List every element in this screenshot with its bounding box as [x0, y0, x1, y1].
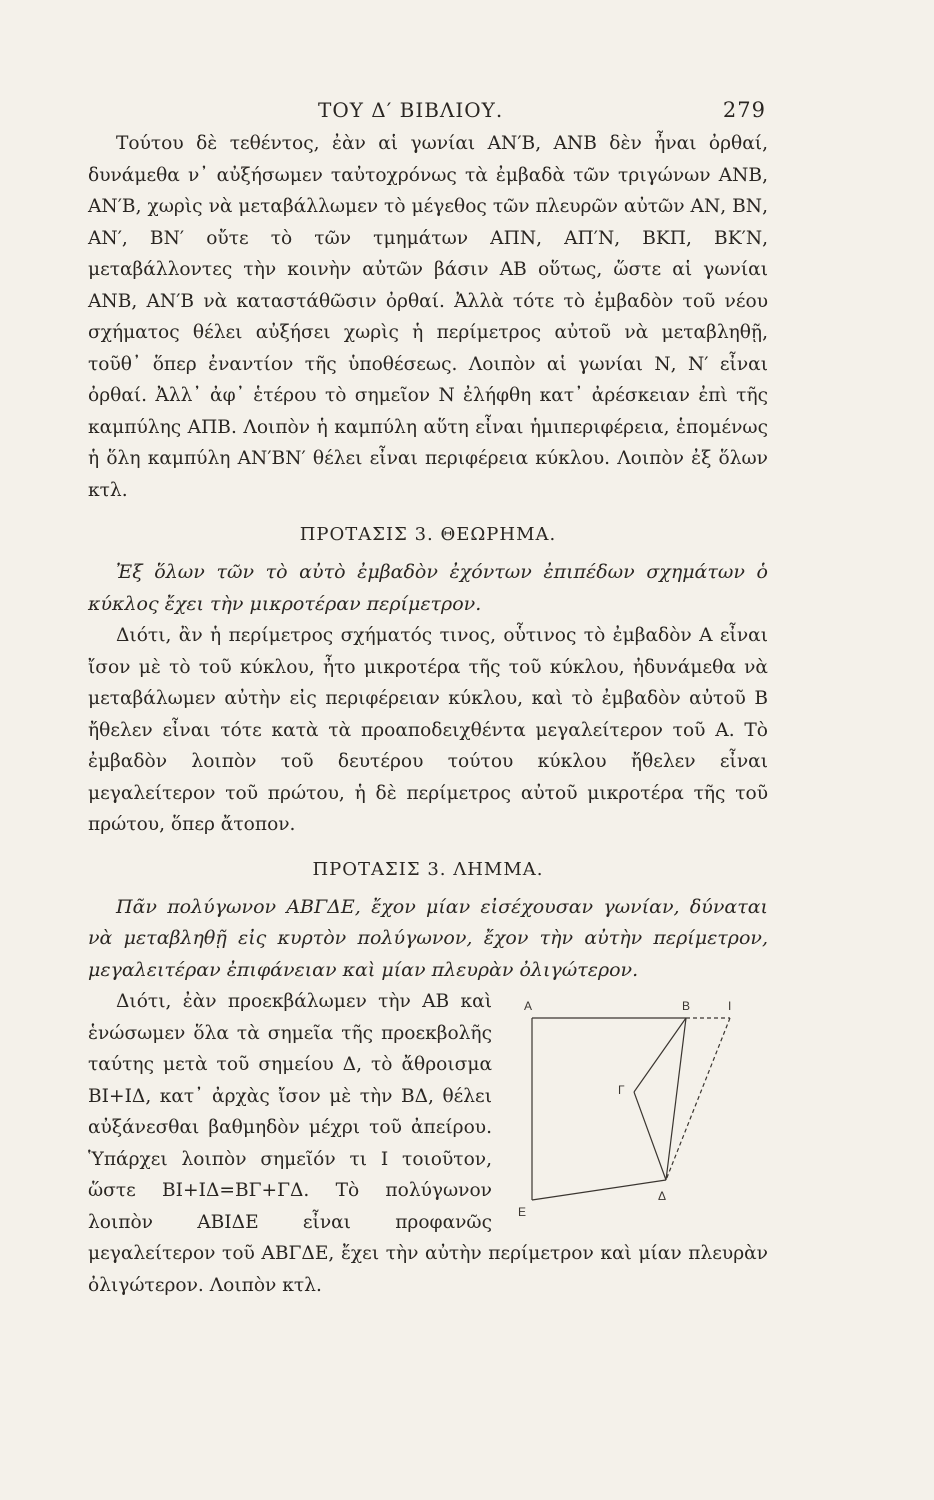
section-1-proof: Διότι, ἂν ἡ περίμετρος σχήματός τινος, οὗτινος τὸ ἐμβαδὸν Α εἶναι ἴσον μὲ τὸ τοῦ κύκλου, ἦτο μικροτέρα τῆς τοῦ κύκλου, ἠδυνάμεθα νὰ μεταβάλωμεν αὐτὴν εἰς περιφέρειαν κύκλου, καὶ τὸ ἐμβαδὸν αὐτοῦ Β ἤθελεν εἶναι τότε κατὰ τὰ προαποδειχθέντα μεγαλείτερον τοῦ Α. Τὸ ἐμβαδὸν λοιπὸν τοῦ δευτέρου τούτου κύκλου ἤθελεν εἶναι μεγαλείτερον τοῦ πρώτου, ἡ δὲ περίμετρος αὐτοῦ μικροτέρα τῆς τοῦ πρώτου, ὅπερ ἄτοπον.	[88, 625, 768, 835]
paragraph-1: Τούτου δὲ τεθέντος, ἐὰν αἱ γωνίαι ΑΝ′Β, ΑΝΒ δὲν ἦναι ὀρθαί, δυνάμεθα ν᾽ αὐξήσωμεν ταὐτοχρόνως τὰ ἐμβαδὰ τῶν τριγώνων ΑΝΒ, ΑΝ′Β, χωρὶς νὰ μεταβάλλωμεν τὸ μέγεθος τῶν πλευρῶν αὐτῶν ΑΝ, ΒΝ, ΑΝ′, ΒΝ′ οὔτε τὸ τῶν τμημάτων ΑΠΝ, ΑΠ′Ν, ΒΚΠ, ΒΚ′Ν, μεταβάλλοντες τὴν κοινὴν αὐτῶν βάσιν ΑΒ οὕτως, ὥστε αἱ γωνίαι ΑΝΒ, ΑΝ′Β νὰ καταστάθῶσιν ὀρθαί. Ἀλλὰ τότε τὸ ἐμβαδὸν τοῦ νέου σχήματος θέλει αὐξήσει χωρὶς ἡ περίμετρος αὐτοῦ νὰ μεταβληθῇ, τοῦθ᾽ ὅπερ ἐναντίον τῆς ὑποθέσεως. Λοιπὸν αἱ γωνίαι Ν, Ν′ εἶναι ὀρθαί. Ἀλλ᾽ ἀφ᾽ ἑτέρου τὸ σημεῖον Ν ἐλήφθη κατ᾽ ἀρέσκειαν ἐπὶ τῆς καμπύλης ΑΠΒ. Λοιπὸν ἡ καμπύλη αὕτη εἶναι ἡμιπεριφέρεια, ἑπομένως ἡ ὅλη καμπύλη ΑΝ′ΒΝ′ θέλει εἶναι περιφέρεια κύκλου. Λοιπὸν ἐξ ὅλων κτλ.	[88, 133, 768, 501]
section-2-heading: ΠΡΟΤΑΣΙΣ 3. ΛΗΜΜΑ.	[312, 858, 544, 880]
polygon-diagram	[506, 990, 768, 1220]
segment-ed	[532, 1180, 666, 1200]
page-number: 279	[722, 98, 766, 122]
label-g: Γ	[618, 1083, 625, 1097]
page	[88, 98, 768, 1301]
section-1-heading: ΠΡΟΤΑΣΙΣ 3. ΘΕΩΡΗΜΑ.	[299, 524, 557, 545]
section-2-proof: Διότι, ἐὰν προεκβάλωμεν τὴν ΑΒ καὶ ἑνώσωμεν ὅλα τὰ σημεῖα τῆς προεκβολῆς ταύτης μετὰ τοῦ σημείου Δ, τὸ ἄθροισμα ΒΙ+ΙΔ, κατ᾽ ἀρχὰς ἴσον μὲ τὴν ΒΔ, θέλει αὐξάνεσθαι βαθμηδὸν μέχρι τοῦ ἀπείρου. Ὑπάρχει λοιπὸν σημεῖόν τι Ι τοιοῦτον, ὥστε ΒΙ+ΙΔ=ΒΓ+ΓΔ. Τὸ πολύγωνον λοιπὸν ΑΒΙΔΕ εἶναι προφανῶς μεγαλείτερον τοῦ ΑΒΓΔΕ, ἔχει τὴν αὐτὴν περίμετρον καὶ μίαν πλευρὰν ὀλιγώτερον. Λοιπὸν κτλ.	[88, 991, 768, 1296]
label-d: Δ	[658, 1189, 667, 1203]
label-b: B	[682, 999, 691, 1013]
segment-dg	[634, 1092, 666, 1180]
label-a: A	[524, 999, 533, 1013]
polygon-figure	[506, 990, 768, 1220]
page-header	[88, 98, 768, 128]
label-i: I	[728, 999, 732, 1013]
section-2-enunciation: Πᾶν πολύγωνον ΑΒΓΔΕ, ἔχον μίαν εἰσέχουσαν γωνίαν, δύναται νὰ μεταβληθῇ εἰς κυρτὸν πολύγωνον, ἔχον τὴν αὐτὴν περίμετρον, μεγαλειτέραν ἐπιφάνειαν καὶ μίαν πλευρὰν ὀλιγώτερον.	[88, 895, 768, 981]
section-1-enunciation: Ἐξ ὅλων τῶν τὸ αὐτὸ ἐμβαδὸν ἐχόντων ἐπιπέδων σχημάτων ὁ κύκλος ἔχει τὴν μικροτέραν περίμετρον.	[88, 561, 768, 615]
label-e: E	[518, 1205, 527, 1219]
running-title: ΤΟΥ Δ′ ΒΙΒΛΙΟΥ.	[318, 98, 504, 122]
proof-with-figure	[88, 986, 768, 1301]
